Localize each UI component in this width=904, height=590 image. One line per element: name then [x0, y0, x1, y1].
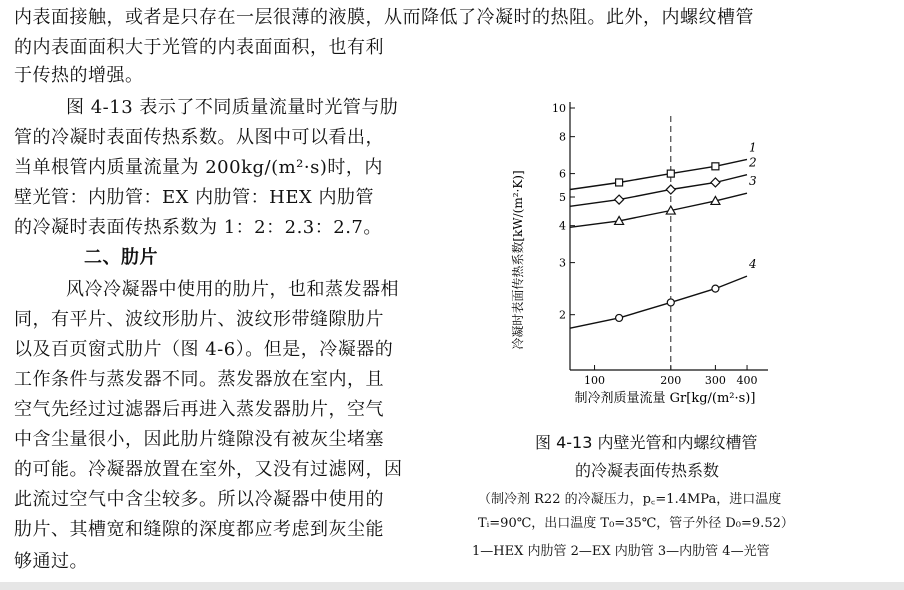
body-line-3: 于传热的增强。 [14, 65, 144, 86]
series-line-4 [570, 276, 747, 328]
body-line-17: 肋片、其槽宽和缝隙的深度都应考虑到灰尘能 [14, 519, 384, 540]
marker-circle [616, 314, 623, 321]
marker-diamond [666, 185, 675, 194]
chart-axes [552, 102, 768, 387]
y-tick-label: 8 [559, 130, 566, 144]
series-label-4: 4 [749, 257, 757, 272]
body-line-13: 空气先经过过滤器后再进入蒸发器肋片，空气 [14, 399, 384, 420]
y-tick-label: 3 [559, 256, 566, 270]
series-line-3 [570, 193, 747, 227]
figure-legend: 1—HEX 内肋管 2—EX 内肋管 3—内肋管 4—光管 [472, 544, 770, 559]
y-tick-label: 10 [552, 102, 566, 115]
series-label-2: 2 [749, 155, 757, 170]
bottom-edge [0, 582, 904, 590]
body-line-4: 图 4-13 表示了不同质量流量时光管与肋 [66, 97, 399, 118]
figure-note-1: （制冷剂 R22 的冷凝压力，p꜀=1.4MPa，进口温度 [478, 492, 782, 507]
heat-transfer-chart [500, 90, 800, 420]
y-tick-label: 2 [559, 308, 566, 322]
x-tick-label: 400 [736, 374, 758, 387]
body-line-2: 的内表面面积大于光管的内表面面积，也有利 [14, 37, 384, 58]
y-axis-label: 冷凝时表面传热系数[kW/(m²·K)] [511, 170, 525, 350]
body-line-5: 管的冷凝时表面传热系数。从图中可以看出， [14, 127, 384, 148]
y-tick-label: 4 [559, 219, 566, 233]
x-tick-label: 200 [660, 374, 682, 387]
series-line-1 [570, 159, 747, 189]
series-label-1: 1 [749, 140, 757, 155]
body-line-12: 工作条件与蒸发器不同。蒸发器放在室内，且 [14, 369, 384, 390]
body-line-6: 当单根管内质量流量为 200kg/(m²·s)时，内 [14, 157, 383, 178]
x-tick-label: 300 [704, 374, 726, 387]
x-axis-label: 制冷剂质量流量 Gr[kg/(m²·s)] [574, 391, 756, 406]
chart-labels [748, 140, 757, 271]
figure-caption-title-2: 的冷凝表面传热系数 [575, 461, 720, 480]
body-line-10: 同，有平片、波纹形肋片、波纹形带缝隙肋片 [14, 309, 384, 330]
x-tick-label: 100 [584, 374, 606, 387]
body-line-8: 的冷凝时表面传热系数为 1：2：2.3：2.7。 [14, 217, 382, 238]
marker-circle [667, 299, 674, 306]
chart-markers [615, 163, 720, 322]
body-line-15: 的可能。冷凝器放置在室外，又没有过滤网，因 [14, 459, 403, 480]
marker-square [616, 179, 623, 186]
body-line-18: 够通过。 [14, 551, 88, 572]
body-line-9: 风冷冷凝器中使用的肋片，也和蒸发器相 [66, 279, 399, 300]
figure-note-2: Tᵢ=90℃，出口温度 T₀=35℃，管子外径 D₀=9.52） [478, 516, 794, 531]
y-tick-label: 5 [559, 191, 566, 205]
y-tick-label: 6 [559, 167, 566, 181]
body-line-14: 中含尘量很小，因此肋片缝隙没有被灰尘堵塞 [14, 429, 384, 450]
marker-diamond [615, 195, 624, 204]
chart-series [570, 159, 747, 328]
marker-diamond [711, 178, 720, 187]
figure-caption-title-1: 图 4-13 内壁光管和内螺纹槽管 [535, 433, 758, 452]
series-line-2 [570, 175, 747, 207]
series-label-3: 3 [749, 174, 757, 189]
body-line-16: 此流过空气中含尘较多。所以冷凝器中使用的 [14, 489, 384, 510]
body-line-1: 内表面接触，或者是只存在一层很薄的液膜，从而降低了冷凝时的热阻。此外，内螺纹槽管 [14, 7, 754, 28]
marker-square [712, 163, 719, 170]
section-heading: 二、肋片 [84, 247, 158, 268]
marker-circle [712, 285, 719, 292]
body-line-11: 以及百页窗式肋片（图 4-6）。但是，冷凝器的 [14, 339, 394, 360]
body-line-7: 壁光管：内肋管：EX 内肋管：HEX 内肋管 [14, 187, 375, 208]
marker-square [667, 170, 674, 177]
